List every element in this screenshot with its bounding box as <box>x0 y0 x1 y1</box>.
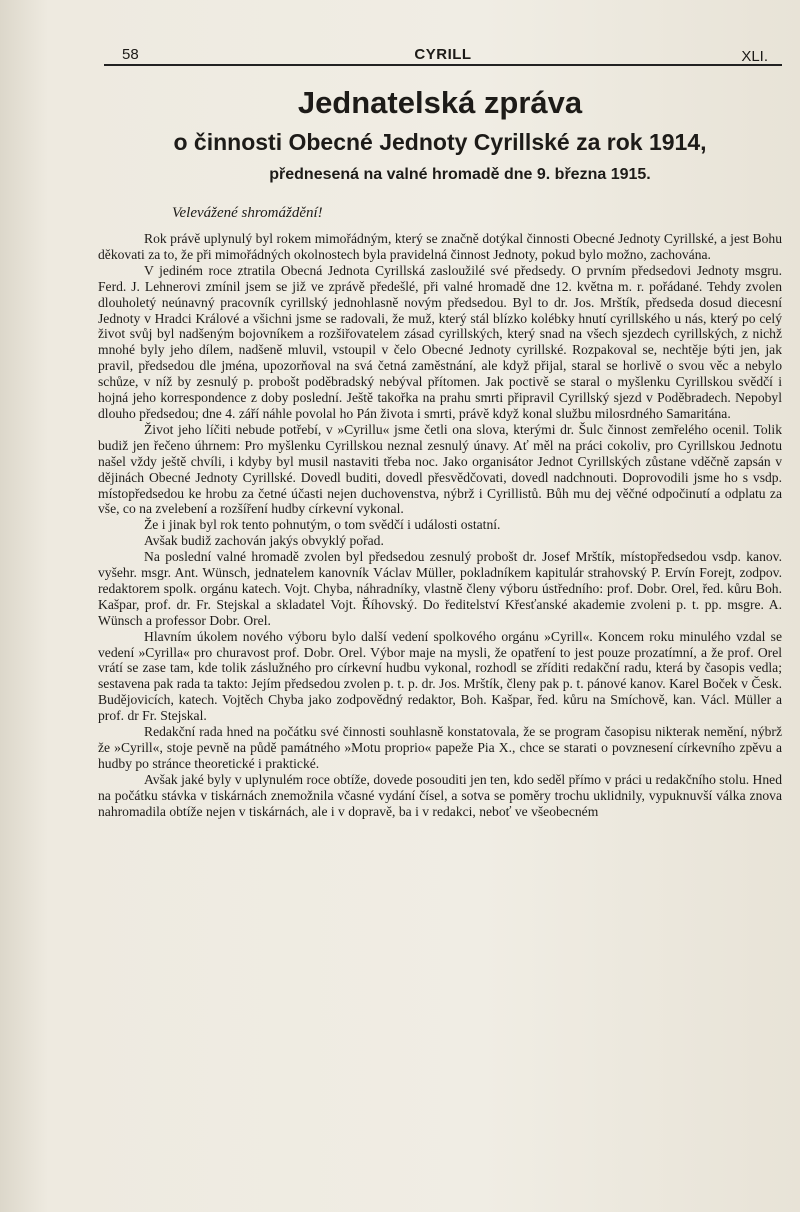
paragraph: Avšak budiž zachován jakýs obvyklý pořad. <box>144 533 384 549</box>
body-text <box>98 231 782 820</box>
paragraph: Hlavním úkolem nového výboru bylo další vedení spolkového orgánu »Cyrill«. Koncem roku minulého vzdal se vedení »Cyrilla« pro churavost prof. Dobr. Orel. Výbor maje na mysli, že opatření to jest pouze prozatímní, a že prof. Orel vrátí se zase tam, kde tolik záslužného pro církevní hudbu vykonal, rozhodl se zříditi redakční radu, která by časopis vedla; sestavena pak rada ta takto: Jejím předsedou zvolen p. t. p. dr. Jos. Mrštík, členy pak p. t. pánové kanov. Karel Boček v Česk. Budějovicích, katech. Vojtěch Chyba jako zodpovědný redaktor, Boh. Kašpar, řed. kůru na Smíchově, kan. Václ. Müller a prof. dr Fr. Stejskal. <box>98 628 782 724</box>
paragraph: Redakční rada hned na počátku své činnosti souhlasně konstatovala, že se program časopisu nikterak nemění, nýbrž že »Cyrill«, stoje pevně na půdě památného »Motu proprio« papeže Pia X., chce se starati o povznesení církevního zpěvu a hudby po stránce theoretické i praktické. <box>98 724 782 771</box>
page-number: 58 <box>122 46 139 63</box>
report-subtitle: o činnosti Obecné Jednoty Cyrillské za rok 1914, <box>173 129 707 155</box>
volume-number: XLI. <box>741 48 768 65</box>
report-date-line: přednesená na valné hromadě dne 9. března 1915. <box>269 166 651 183</box>
running-header <box>104 44 782 66</box>
paragraph: V jediném roce ztratila Obecná Jednota Cyrillská zasloužilé své předsedy. O prvním předsedovi Jednoty msgru. Ferd. J. Lehnerovi zmínil jsem se již ve zprávě předešlé, při valné hromadě dne 12. května m. r. pořádané. Tehdy zvolen dlouholetý neúnavný pracovník cyrillský jednohlasně novým předsedou. Byl to dr. Jos. Mrštík, předseda dosud diecesní Jednoty v Hradci Králové a všichni jsme se radovali, že muž, který stál blízko kolébky hnutí cyrillského u nás, který po celý život svůj byl nadšeným bojovníkem a rozšiřovatelem zásad cyrillských, který snad na všech sjezdech cyrillských, z nichž mnohé byly jeho dílem, nadšeně mluvil, vstoupil v čelo Obecné Jednoty cyrillské. Rozpakoval se, nechtěje býti jen, jak pravil, předsedou dle jména, upozorňoval na svá četná zaměstnání, ale když přijal, staral se horlivě o svou věc a nebylo schůze, v níž by zesnulý p. probošt poděbradský nebýval přítomen. Jak poctivě se staral o myšlenku Cyrillskou svědčí i hojná jeho korrespondence z doby poslední. Ještě takořka na prahu smrti připravil Cyrillský sjezd v Poděbradech. Nepobyl dlouho předsedou; dne 4. září náhle povolal ho Pán života i smrti, právě když konal službu milosrdného Samaritána. <box>98 262 782 421</box>
paragraph: Život jeho líčiti nebude potřebí, v »Cyrillu« jsme četli ona slova, kterými dr. Šulc činnost zemřelého ocenil. Tolik budiž jen řečeno úhrnem: Pro myšlenku Cyrillskou neznal zesnulý únavy. Ať měl na práci cokoliv, pro Cyrillskou Jednotu našel vždy ještě chvíli, i kdyby byl musil nastaviti třeba noc. Jako organisátor Jednot Cyrillských zůstane vděčně zapsán v dějinách Obecné Jednoty Cyrillské. Dovedl buditi, dovedl přesvědčovati, dovedl nadchnouti. Doprovodili jsme ho s vsdp. místopředsedou ke hrobu za četné účasti nejen duchovenstva, nýbrž i Cyrillistů. Bůh mu dej věčné odpočinutí a odplatu za vše, co na zvelebení a rozšíření hudby církevní vykonal. <box>98 421 782 517</box>
paragraph: Avšak jaké byly v uplynulém roce obtíže, dovede posouditi jen ten, kdo seděl přímo v práci u redakčního stolu. Hned na počátku stávka v tiskárnách znemožnila včasné vydání čísel, a sotva se poměry trochu uklidnily, vypuknuvší válka znova nahromadila obtíže nejen v tiskárnách, ale i v dopravě, ba i v redakci, neboť ve všeobecném <box>98 771 782 819</box>
journal-title: CYRILL <box>414 46 472 63</box>
greeting: Velevážené shromáždění! <box>172 205 323 221</box>
title-block <box>100 82 780 186</box>
report-title: Jednatelská zpráva <box>297 85 583 120</box>
paragraph: Na poslední valné hromadě zvolen byl předsedou zesnulý probošt dr. Josef Mrštík, místopředsedou vsdp. kanov. vyšehr. msgr. Ant. Wünsch, jednatelem kanovník Václav Müller, pokladníkem kapitulár strahovský P. Ervín Forejt, zodpov. redaktorem spolk. orgánu katech. Vojt. Chyba, náhradníky, vlastně členy výboru ústředního: prof. Dobr. Orel, řed. kůru Boh. Kašpar, prof. dr. Fr. Stejskal a skladatel Vojt. Říhovský. Do ředitelství Křesťanské akademie zvoleni p. t. pp. msgre. A. Wünsch a professor Dobr. Orel. <box>98 549 782 628</box>
header-rule <box>104 64 782 66</box>
paragraph: Že i jinak byl rok tento pohnutým, o tom svědčí i události ostatní. <box>144 517 501 533</box>
paragraph: Rok právě uplynulý byl rokem mimořádným, který se značně dotýkal činnosti Obecné Jednoty Cyrillské, a jest Bohu děkovati za to, že při mimořádných okolnostech byla pravidelná činnost Jednoty, pokud bylo možno, zachována. <box>98 231 782 262</box>
